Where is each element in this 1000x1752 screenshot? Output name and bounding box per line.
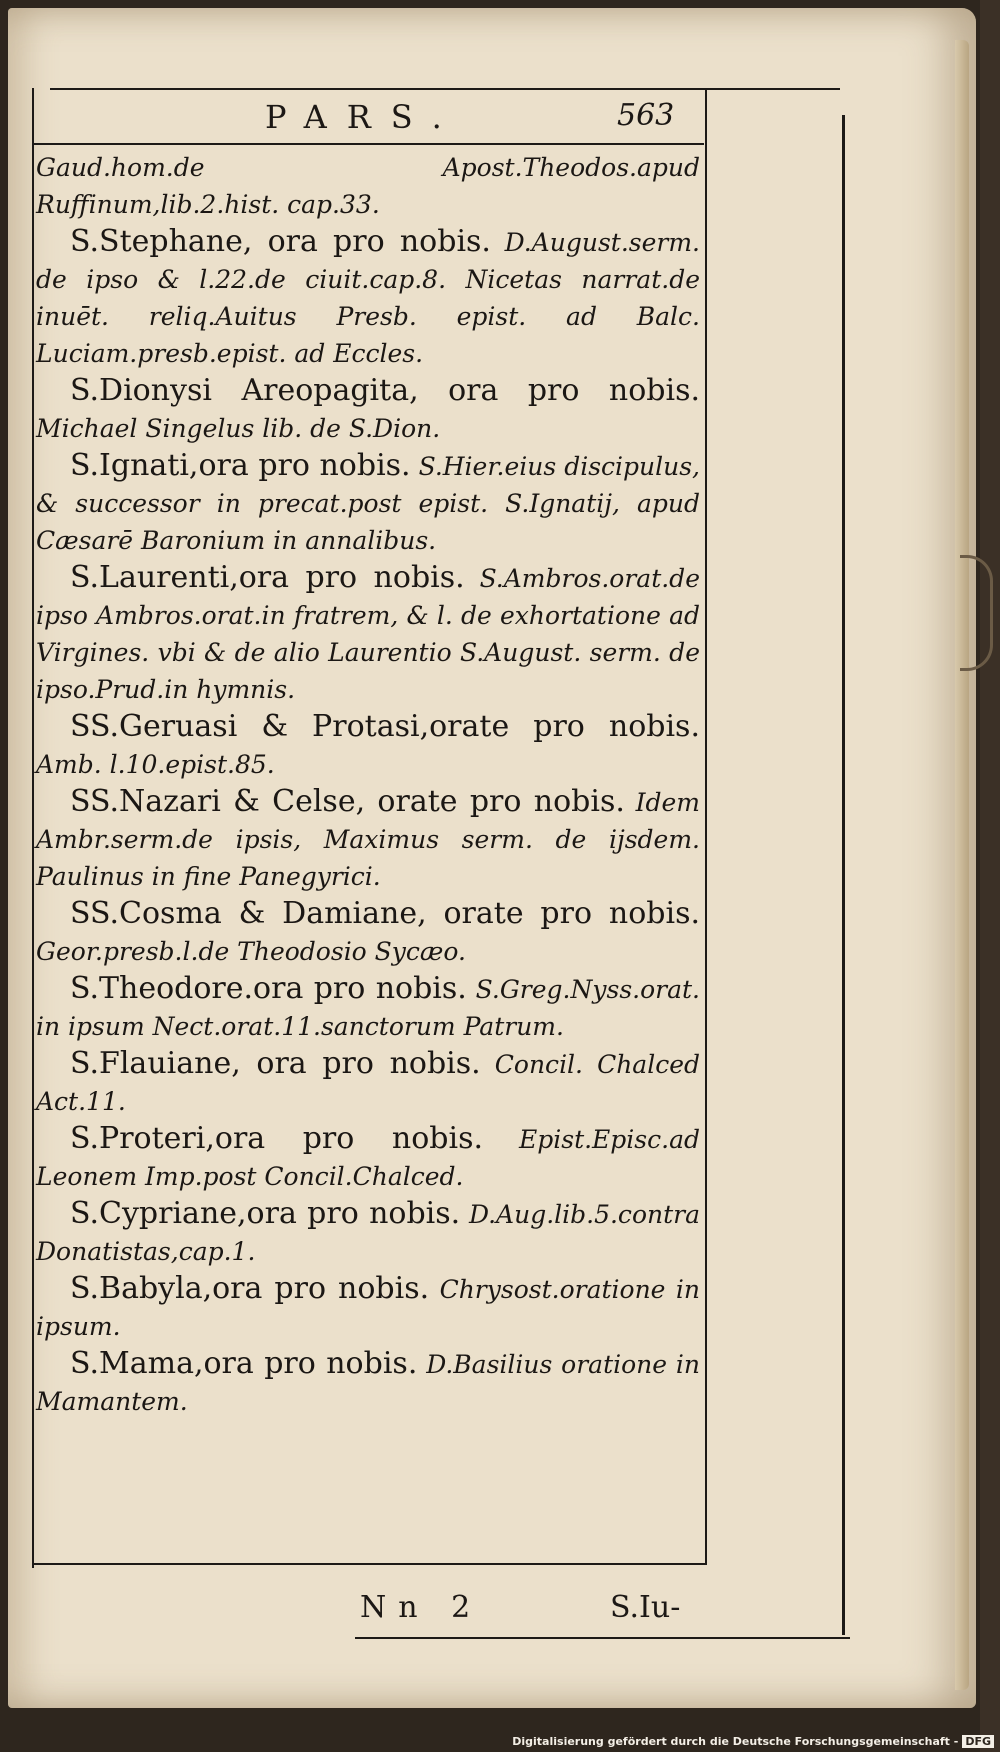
- text-entry: [36, 1270, 700, 1345]
- reference: Concil. Chalced Act.11.: [36, 1050, 700, 1116]
- invocation: S.Flauiane, ora pro nobis.: [70, 1046, 481, 1081]
- top-rule: [50, 88, 840, 90]
- header-rule: [32, 143, 704, 145]
- footer-rule: [355, 1637, 850, 1639]
- signature-mark: Nn 2: [360, 1590, 483, 1625]
- invocation: S.Mama,ora pro nobis.: [70, 1346, 418, 1381]
- invocation: S.Ignati,ora pro nobis.: [70, 448, 411, 483]
- invocation: SS.Cosma & Damiane, orate pro nobis.: [70, 896, 700, 931]
- reference: Chrysost.oratione in ipsum.: [36, 1275, 700, 1341]
- invocation: S.Laurenti,ora pro nobis.: [70, 560, 465, 595]
- text-entry: [36, 1120, 700, 1195]
- reference: S.Hier.eius discipulus, & successor in precat.post epist. S.Ignatij, apud Cæsarē Baronium in annalibus.: [36, 452, 700, 555]
- text-entry: [36, 895, 700, 970]
- invocation: S.Theodore.ora pro nobis.: [70, 971, 467, 1006]
- reference: Gaud.hom.de Apost.Theodos.apud Ruffinum,lib.2.hist. cap.33.: [36, 153, 700, 219]
- page-edge: [955, 40, 969, 1690]
- invocation: S.Proteri,ora pro nobis.: [70, 1121, 484, 1156]
- dfg-logo: DFG: [962, 1735, 994, 1748]
- invocation: S.Babyla,ora pro nobis.: [70, 1271, 430, 1306]
- reference: D.Aug.lib.5.contra Donatistas,cap.1.: [36, 1200, 700, 1266]
- outer-margin-line: [842, 115, 845, 1635]
- text-entry: [36, 1345, 700, 1420]
- reference: Idem Ambr.serm.de ipsis, Maximus serm. de ijsdem. Paulinus in fine Panegyrici.: [36, 788, 701, 891]
- text-entry: [36, 447, 700, 559]
- text-entry: [36, 1045, 700, 1120]
- invocation: S.Dionysi Areopagita, ora pro nobis.: [70, 373, 700, 408]
- credit-text: Digitalisierung gefördert durch die Deutsche Forschungsgemeinschaft -: [512, 1735, 959, 1748]
- reference: Epist.Episc.ad Leonem Imp.post Concil.Chalced.: [36, 1125, 700, 1191]
- invocation: SS.Nazari & Celse, orate pro nobis.: [70, 784, 625, 819]
- text-entry: [36, 148, 700, 223]
- bottom-rule: [32, 1563, 707, 1565]
- right-frame-line: [705, 90, 707, 1565]
- reference: Amb. l.10.epist.85.: [36, 750, 275, 779]
- invocation: S.Stephane, ora pro nobis.: [70, 224, 491, 259]
- reference: S.Greg.Nyss.orat. in ipsum Nect.orat.11.sanctorum Patrum.: [36, 975, 700, 1041]
- page-number: 563: [617, 98, 675, 133]
- clasp-ring: [960, 555, 993, 671]
- invocation: S.Cypriane,ora pro nobis.: [70, 1196, 461, 1231]
- litany-text: [36, 148, 700, 1420]
- invocation: SS.Geruasi & Protasi,orate pro nobis.: [70, 709, 700, 744]
- text-entry: [36, 223, 700, 372]
- left-frame-line: [32, 88, 34, 1568]
- text-entry: [36, 1195, 700, 1270]
- digitization-credit: [512, 1735, 994, 1748]
- text-entry: [36, 708, 700, 783]
- reference: D.Basilius oratione in Mamantem.: [36, 1350, 700, 1416]
- running-head: PARS.: [265, 98, 462, 136]
- text-entry: [36, 783, 700, 895]
- reference: Geor.presb.l.de Theodosio Sycæo.: [36, 937, 466, 966]
- reference: D.August.serm. de ipso & l.22.de ciuit.cap.8. Nicetas narrat.de inuēt. reliq.Auitus Presb. epist. ad Balc. Luciam.presb.epist. ad Eccles.: [36, 228, 700, 368]
- text-entry: [36, 970, 700, 1045]
- reference: S.Ambros.orat.de ipso Ambros.orat.in fratrem, & l. de exhortatione ad Virgines. vbi & de alio Laurentio S.August. serm. de ipso.Prud.in hymnis.: [36, 564, 700, 704]
- text-entry: [36, 559, 700, 708]
- catchword: S.Iu-: [610, 1590, 681, 1625]
- reference: Michael Singelus lib. de S.Dion.: [36, 414, 441, 443]
- text-entry: [36, 372, 700, 447]
- book-spine: [980, 0, 1000, 1752]
